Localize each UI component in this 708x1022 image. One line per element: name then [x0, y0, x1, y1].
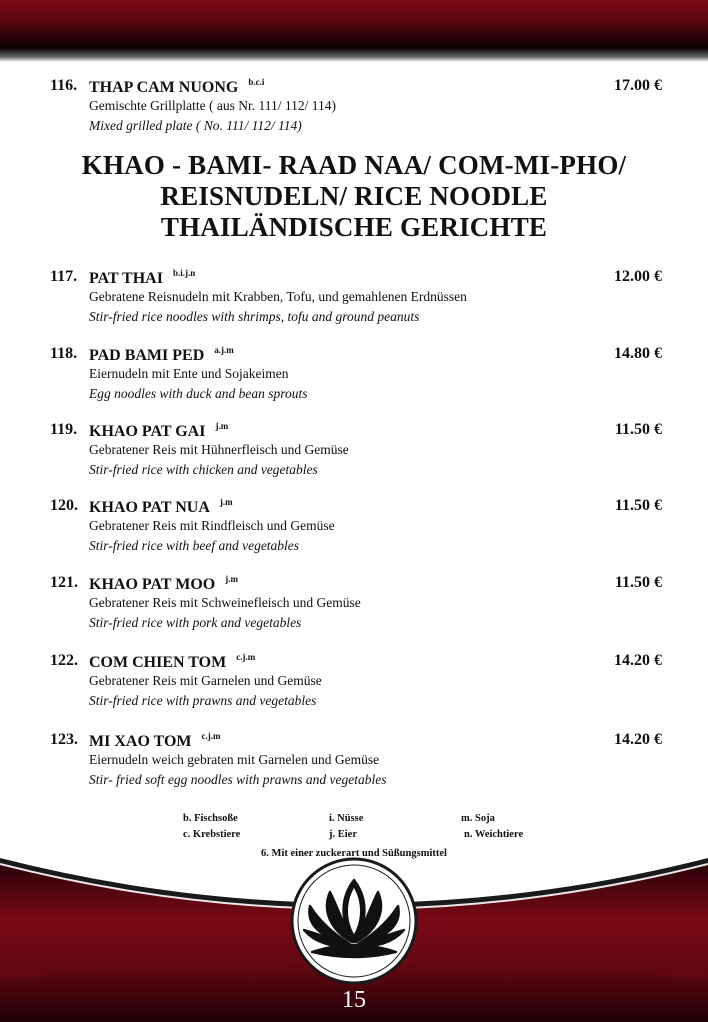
- item-description-de: Eiernudeln mit Ente und Sojakeimen: [89, 366, 289, 381]
- item-description-en: Mixed grilled plate ( No. 111/ 112/ 114): [89, 118, 302, 133]
- item-allergens: b.c.i: [248, 77, 265, 87]
- item-description-en: Egg noodles with duck and bean sprouts: [89, 386, 308, 401]
- item-name-text: KHAO PAT GAI: [89, 423, 206, 440]
- item-name-text: KHAO PAT MOO: [89, 576, 216, 593]
- item-price: 14.20 €: [614, 731, 662, 748]
- item-description-de: Gebratener Reis mit Schweinefleisch und Gemüse: [89, 595, 361, 610]
- legend-c: c. Krebstiere: [183, 829, 241, 840]
- item-name: [89, 731, 221, 751]
- item-allergens: j.m: [215, 421, 229, 431]
- item-name-text: PAD BAMI PED: [89, 347, 205, 364]
- item-name: [89, 421, 228, 441]
- item-price: 14.20 €: [614, 652, 662, 669]
- legend-note: 6. Mit einer zuckerart und Süßungsmittel: [261, 848, 447, 859]
- item-name: [89, 574, 238, 594]
- item-name-text: KHAO PAT NUA: [89, 499, 210, 516]
- item-number: 122.: [50, 652, 78, 669]
- item-number: 121.: [50, 574, 78, 591]
- item-allergens: j.m: [225, 574, 238, 584]
- legend-j: j. Eier: [329, 829, 357, 840]
- section-title: [0, 150, 708, 243]
- item-description-de: Eiernudeln weich gebraten mit Garnelen und Gemüse: [89, 752, 380, 767]
- legend-column-2: [329, 811, 363, 843]
- item-number: 120.: [50, 497, 78, 514]
- item-description-de: Gebratener Reis mit Garnelen und Gemüse: [89, 673, 322, 688]
- item-name: [89, 345, 234, 365]
- item-number: 118.: [50, 345, 78, 362]
- item-name: [89, 268, 195, 288]
- section-title-line-2: REISNUDELN/ RICE NOODLE: [160, 181, 548, 211]
- item-description-en: Stir-fried rice with beef and vegetables: [89, 538, 300, 553]
- item-description-de: Gebratener Reis mit Hühnerfleisch und Gemüse: [89, 442, 349, 457]
- legend-i: i. Nüsse: [329, 813, 364, 824]
- item-name-text: COM CHIEN TOM: [89, 654, 227, 671]
- item-description-en: Stir-fried rice with chicken and vegetables: [89, 462, 318, 477]
- item-description-en: Stir-fried rice with pork and vegetables: [89, 615, 302, 630]
- item-description-de: Gemischte Grillplatte ( aus Nr. 111/ 112/ 114): [89, 98, 336, 113]
- item-description-en: Stir- fried soft egg noodles with prawns and vegetables: [89, 772, 387, 787]
- lotus-medallion: [292, 859, 416, 983]
- item-name: [89, 497, 233, 517]
- item-allergens: c.j.m: [201, 731, 221, 741]
- item-allergens: c.j.m: [236, 652, 256, 662]
- item-number: 116.: [50, 77, 78, 94]
- item-description-en: Stir-fried rice noodles with shrimps, tofu and ground peanuts: [89, 309, 420, 324]
- item-name-text: MI XAO TOM: [89, 733, 192, 750]
- item-price: 11.50 €: [614, 497, 662, 514]
- item-allergens: j.m: [219, 497, 233, 507]
- item-price: 17.00 €: [614, 77, 662, 94]
- legend-n: n. Weichtiere: [464, 829, 524, 840]
- item-price: 12.00 €: [614, 268, 662, 285]
- page-number: 15: [342, 987, 366, 1013]
- item-name-text: THAP CAM NUONG: [89, 79, 239, 96]
- item-description-en: Stir-fried rice with prawns and vegetables: [89, 693, 317, 708]
- item-price: 11.50 €: [614, 574, 662, 591]
- item-name: [89, 652, 255, 672]
- item-number: 123.: [50, 731, 78, 748]
- item-number: 117.: [50, 268, 78, 285]
- section-title-line-1: KHAO - BAMI- RAAD NAA/ COM-MI-PHO/: [81, 150, 627, 180]
- item-price: 14.80 €: [614, 345, 662, 362]
- section-title-line-3: THAILÄNDISCHE GERICHTE: [160, 212, 548, 242]
- legend-column-1: [183, 811, 240, 843]
- item-allergens: a.j.m: [214, 345, 234, 355]
- item-allergens: b.i.j.n: [172, 268, 196, 278]
- header-band: [0, 0, 708, 62]
- legend-m: m. Soja: [461, 813, 495, 824]
- item-name-text: PAT THAI: [89, 270, 163, 287]
- item-number: 119.: [50, 421, 78, 438]
- item-description-de: Gebratene Reisnudeln mit Krabben, Tofu, und gemahlenen Erdnüssen: [89, 289, 467, 304]
- item-name: [89, 77, 264, 97]
- legend-b: b. Fischsoße: [183, 813, 238, 824]
- legend-column-3: [461, 811, 523, 843]
- item-description-de: Gebratener Reis mit Rindfleisch und Gemüse: [89, 518, 335, 533]
- item-price: 11.50 €: [614, 421, 662, 438]
